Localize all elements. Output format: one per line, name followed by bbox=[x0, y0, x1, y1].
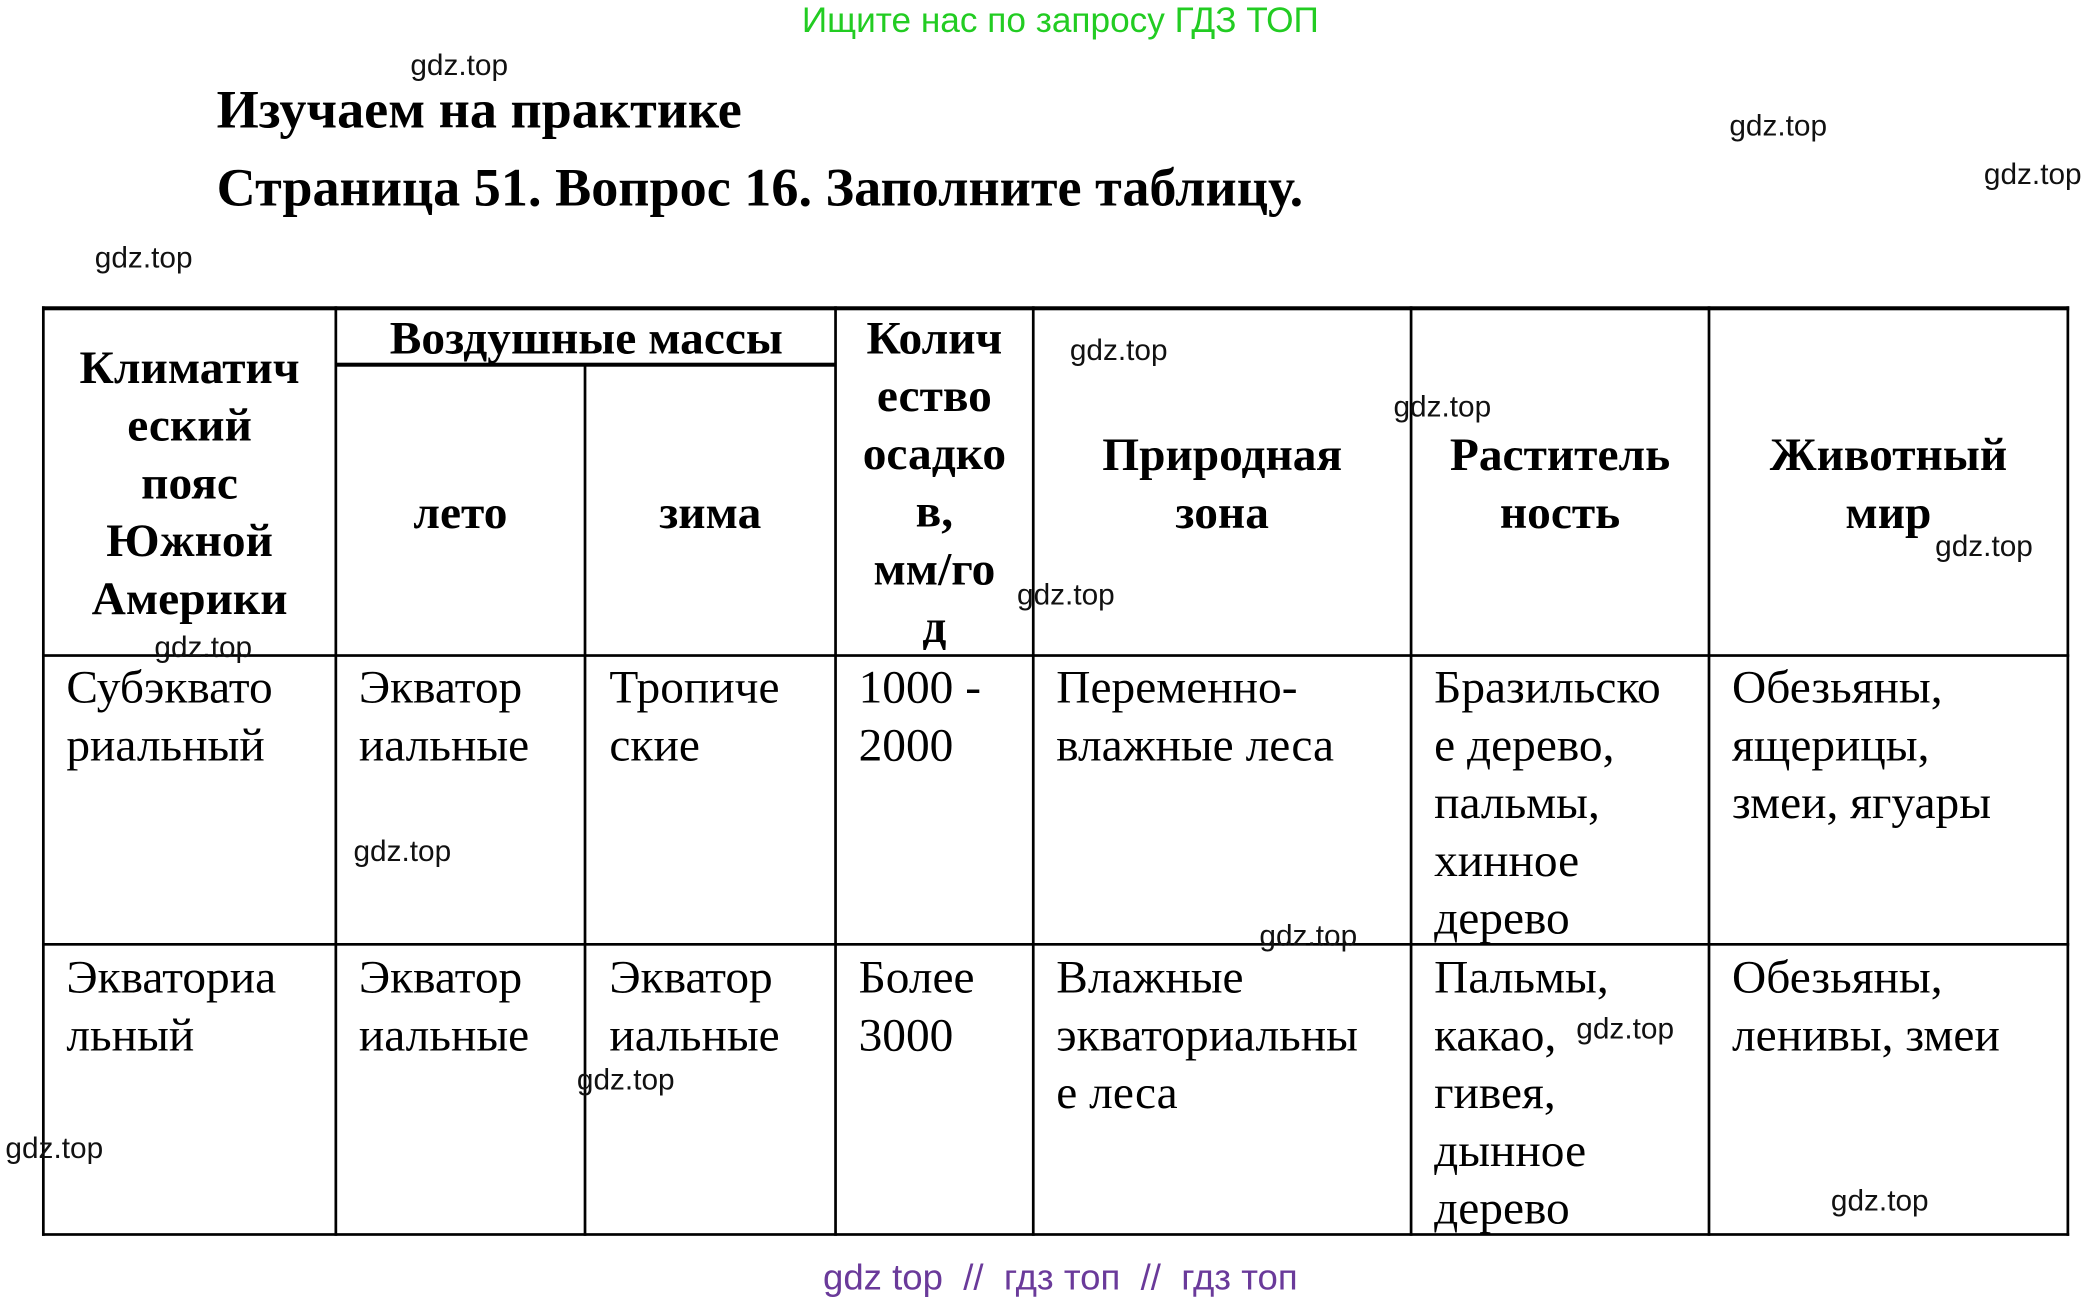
watermark: gdz.top bbox=[154, 630, 253, 664]
header-natural-zone: Природная зона bbox=[1102, 428, 1343, 539]
cell-vegetation: Пальмы, какао, гивея, дынное дерево bbox=[1434, 951, 1609, 1235]
watermark: gdz.top bbox=[1069, 333, 1168, 367]
search-banner: Ищите нас по запросу ГДЗ ТОП bbox=[801, 0, 1319, 41]
cell-belt: Субэквато риальный bbox=[66, 660, 273, 772]
header-precipitation: Колич ество осадко в, мм/го д bbox=[862, 311, 1007, 653]
cell-summer: Экватор иальные bbox=[358, 660, 530, 772]
header-animals: Животный мир bbox=[1769, 428, 2008, 539]
watermark: gdz.top bbox=[353, 834, 452, 868]
cell-precipitation: 1000 - 2000 bbox=[858, 660, 981, 772]
cell-winter: Экватор иальные bbox=[609, 951, 780, 1062]
cell-vegetation: Бразильско е дерево, пальмы, хинное дерево bbox=[1434, 660, 1661, 945]
watermark: gdz.top bbox=[1259, 918, 1358, 953]
cell-precipitation: Более 3000 bbox=[858, 951, 975, 1062]
page-heading: Изучаем на практике bbox=[216, 79, 742, 140]
watermark: gdz.top bbox=[1017, 577, 1115, 612]
header-winter: зима bbox=[659, 486, 762, 539]
footer-links: gdz top // гдз топ // гдз топ bbox=[822, 1257, 1298, 1298]
cell-summer: Экватор иальные bbox=[358, 951, 530, 1062]
col-divider bbox=[2067, 306, 2070, 1236]
watermark: gdz.top bbox=[1935, 529, 2033, 563]
row-divider bbox=[42, 654, 2069, 657]
watermark: gdz.top bbox=[1729, 108, 1828, 143]
question-title: Страница 51. Вопрос 16. Заполните таблицу. bbox=[216, 157, 1304, 218]
watermark: gdz.top bbox=[5, 1131, 104, 1165]
col-divider bbox=[334, 306, 337, 1236]
watermark: gdz.top bbox=[1576, 1011, 1675, 1046]
cell-winter: Тропиче ские bbox=[609, 660, 780, 772]
cell-zone: Влажные экваториальны е леса bbox=[1056, 951, 1359, 1119]
watermark: gdz.top bbox=[1393, 389, 1492, 424]
watermark: gdz.top bbox=[576, 1062, 675, 1097]
header-climate-belt: Климатич еский пояс Южной Америки bbox=[79, 341, 300, 625]
watermark: gdz.top bbox=[410, 48, 509, 82]
watermark: gdz.top bbox=[1983, 157, 2082, 191]
cell-animals: Обезьяны, ящерицы, змеи, ягуары bbox=[1732, 660, 1992, 829]
header-summer: лето bbox=[413, 486, 508, 539]
cell-animals: Обезьяны, ленивы, змеи bbox=[1732, 951, 2000, 1062]
watermark: gdz.top bbox=[94, 240, 193, 275]
watermark: gdz.top bbox=[1830, 1183, 1929, 1218]
header-air-masses: Воздушные массы bbox=[389, 311, 783, 365]
row-divider bbox=[42, 943, 2069, 946]
table-border-bottom bbox=[42, 1233, 2069, 1236]
cell-belt: Экваториа льный bbox=[66, 951, 277, 1062]
header-vegetation: Раститель ность bbox=[1449, 428, 1671, 539]
cell-zone: Переменно- влажные леса bbox=[1056, 660, 1335, 772]
